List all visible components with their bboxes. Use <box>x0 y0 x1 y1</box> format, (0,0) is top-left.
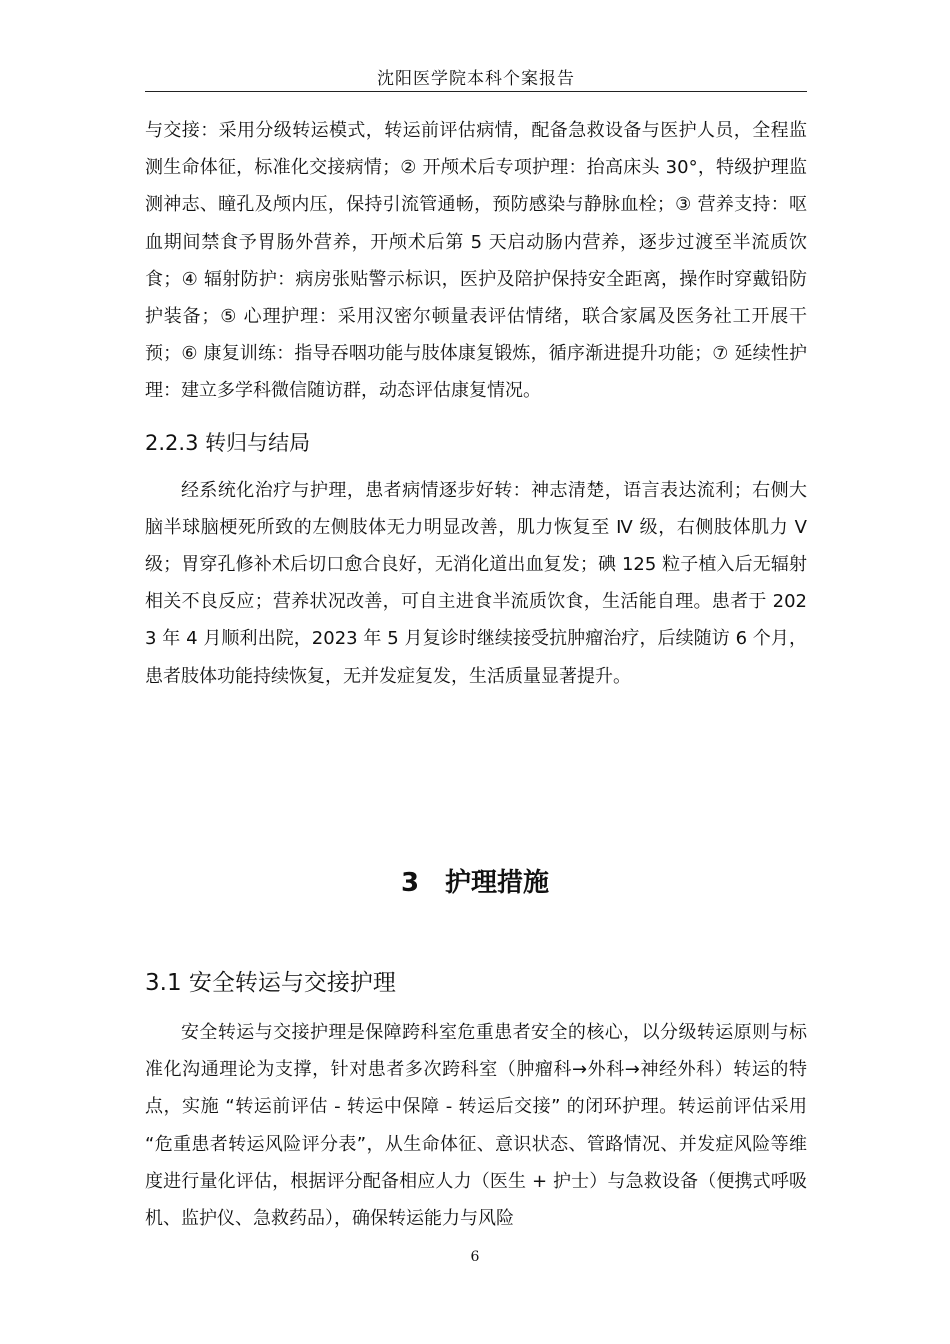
paragraph-safe-transport: 安全转运与交接护理是保障跨科室危重患者安全的核心，以分级转运原则与标准化沟通理论为支撑，针对患者多次跨科室（肿瘤科→外科→神经外科）转运的特点，实施 “转运前评估 - 转运中保障 - 转运后交接” 的闭环护理。转运前评估采用 “危重患者转运风险评分表”，从生命体征、意识状态、管路情况、并发症风险等维度进行量化评估，根据评分配备相应人力（医生 + 护士）与急救设备（便携式呼吸机、监护仪、急救药品），确保转运能力与风险 <box>145 1022 807 1230</box>
header-rule <box>145 91 807 92</box>
chapter-heading-3: 3 护理措施 <box>400 868 550 898</box>
running-header-title: 沈阳医学院本科个案报告 <box>377 69 575 89</box>
paragraph-continued: 与交接：采用分级转运模式，转运前评估病情，配备急救设备与医护人员，全程监测生命体征，标准化交接病情；② 开颅术后专项护理：抬高床头 30°，特级护理监测神志、瞳孔及颅内压，保持引流管通畅，预防感染与静脉血栓；③ 营养支持：呕血期间禁食予胃肠外营养，开颅术后第 5 天启动肠内营养，逐步过渡至半流质饮食；④ 辐射防护：病房张贴警示标识，医护及陪护保持安全距离，操作时穿戴铅防护装备；⑤ 心理护理：采用汉密尔顿量表评估情绪，联合家属及医务社工开展干预；⑥ 康复训练：指导吞咽功能与肢体康复锻炼，循序渐进提升功能；⑦ 延续性护理：建立多学科微信随访群，动态评估康复情况。 <box>145 120 807 402</box>
page-body <box>145 112 807 695</box>
heading-3-1: 3.1 安全转运与交接护理 <box>145 970 396 996</box>
paragraph-outcome: 经系统化治疗与护理，患者病情逐步好转：神志清楚，语言表达流利；右侧大脑半球脑梗死所致的左侧肢体无力明显改善，肌力恢复至 Ⅳ 级，右侧肢体肌力 Ⅴ 级；胃穿孔修补术后切口愈合良好，无消化道出血复发；碘 125 粒子植入后无辐射相关不良反应；营养状况改善，可自主进食半流质饮食，生活能自理。患者于 2023 年 4 月顺利出院，2023 年 5 月复诊时继续接受抗肿瘤治疗，后续随访 6 个月，患者肢体功能持续恢复，无并发症复发，生活质量显著提升。 <box>145 479 807 687</box>
section-3-1-body <box>145 1014 807 1237</box>
page-number: 6 <box>470 1249 480 1265</box>
heading-2-2-3: 2.2.3 转归与结局 <box>145 430 311 455</box>
